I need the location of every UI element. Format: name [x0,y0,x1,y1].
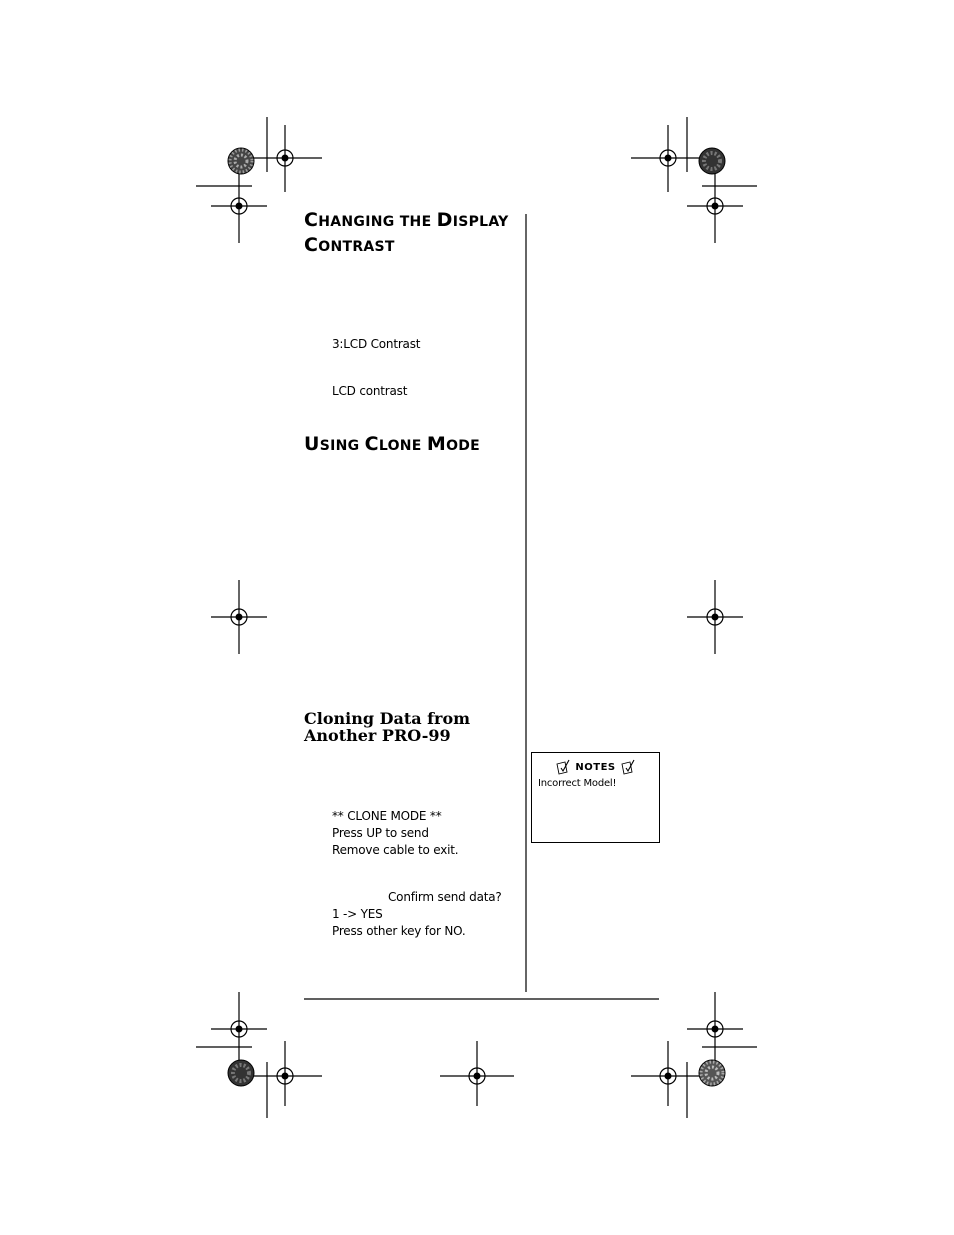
lcd-screen-confirm-send: Confirm send data? 1 -> YES Press other key for NO. [332,890,502,938]
starburst-mark-icon [699,1060,725,1086]
notes-box [531,752,660,843]
section-title-clone: USING CLONE MODE [304,433,481,455]
notepad-pencil-icon [620,759,636,775]
starburst-mark-icon [228,148,254,174]
notepad-pencil-icon [555,759,571,775]
notes-header: NOTES [532,758,659,776]
starburst-mark-icon [228,1060,254,1086]
notes-text: Incorrect Model! [538,778,617,789]
subsection-title-cloning: Cloning Data from Another PRO-99 [304,709,471,745]
starburst-mark-icon [699,148,725,174]
section-title-contrast: CHANGING THE DISPLAY CONTRAST [304,209,509,256]
lcd-screen-clone-mode: ** CLONE MODE ** Press UP to send Remove cable to exit. [332,809,459,857]
lcd-contrast-label: LCD contrast [332,384,408,398]
lcd-menu-item: 3:LCD Contrast [332,337,421,351]
